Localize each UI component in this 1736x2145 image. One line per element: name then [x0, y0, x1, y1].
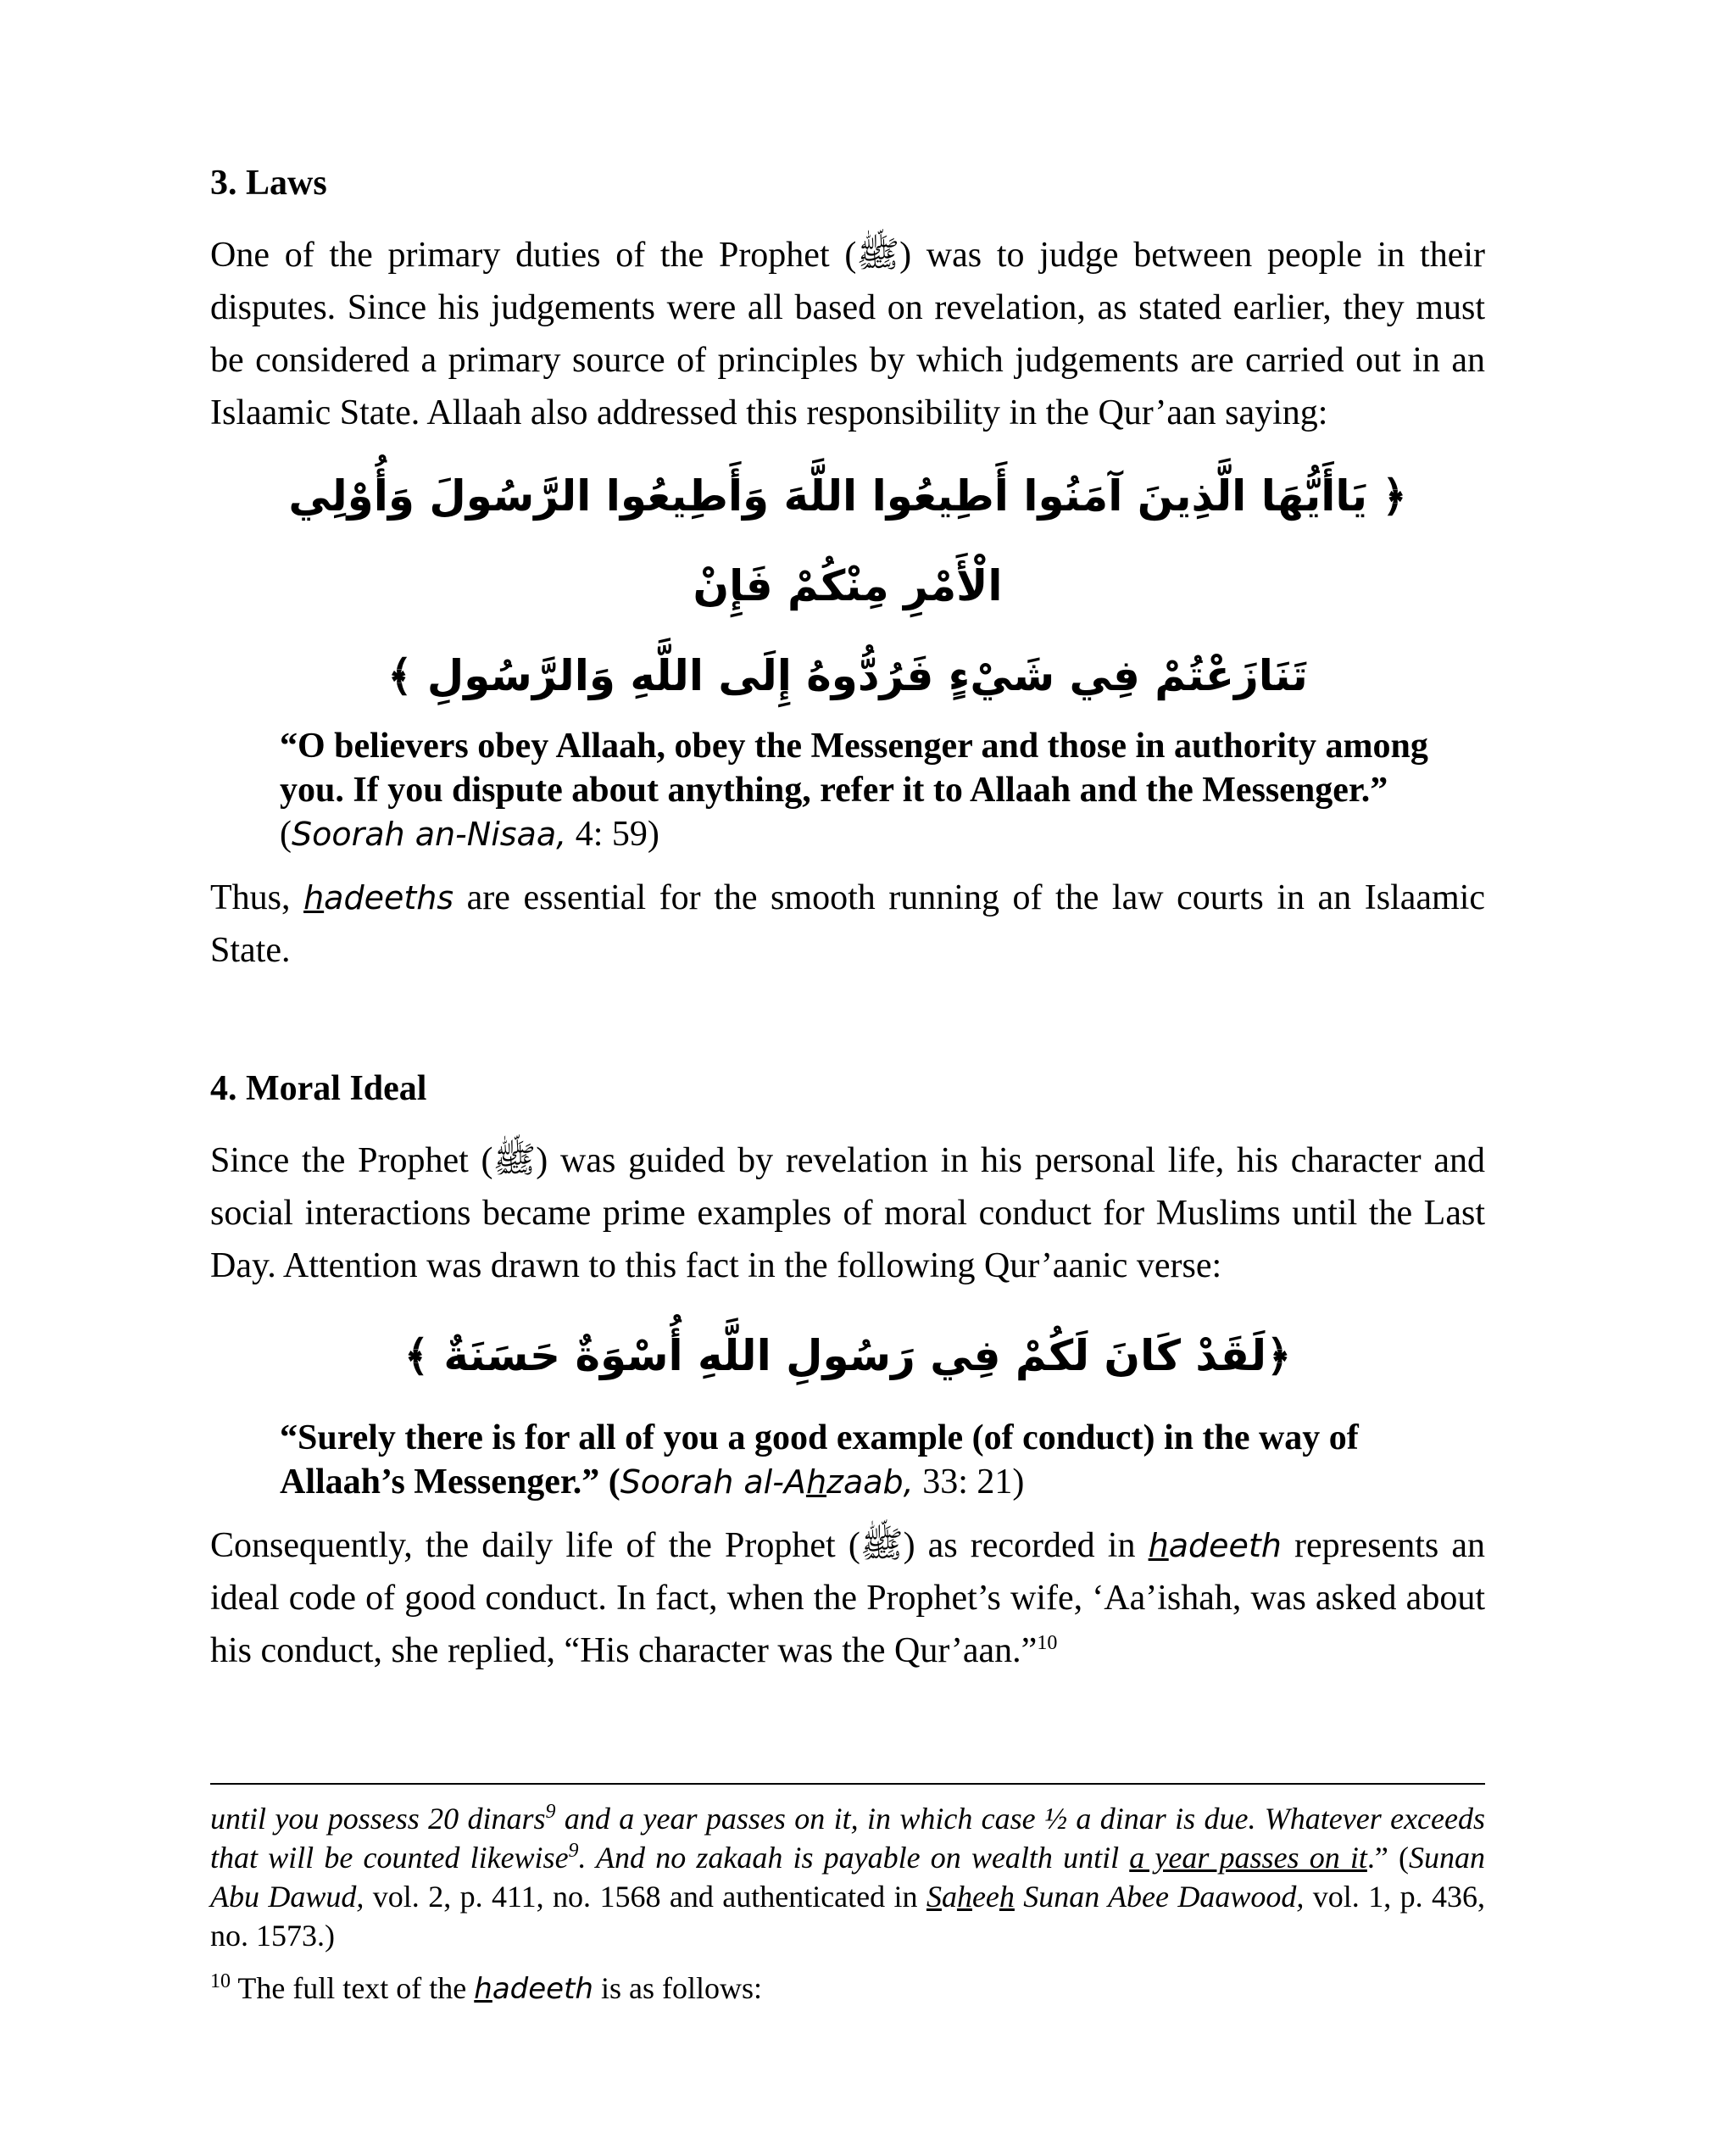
- salawat-symbol: ﷺ: [860, 1526, 904, 1565]
- arabic-line-2: تَنَازَعْتُمْ فِي شَيْءٍ فَرُدُّوهُ إِلَى اللَّهِ وَالرَّسُولِ ﴾: [387, 651, 1308, 700]
- footnote-10: $^{10}$ The full text of the hadeeth is as follows:: [210, 1970, 762, 2006]
- salawat-symbol: ﷺ: [856, 236, 900, 275]
- arabic-line-1: ﴿ يَاأَيُّهَا الَّذِينَ آمَنُوا أَطِيعُوا اللَّهَ وَأَطِيعُوا الرَّسُولَ وَأُوْلِي الْأَمْرِ مِنْكُمْ فَإِنْ: [288, 471, 1407, 610]
- section-3-intro: One of the primary duties of the Prophet (ﷺ) was to judge between people in their disputes. Since his judgements were all based on revelation, as stated earlier, they must be considered a primary source of principles by which judgements are carried out in an Islaamic State. Allaah also addressed this responsibility in the Qur’aan saying:: [210, 236, 1486, 432]
- section-3-heading: 3. Laws: [210, 164, 327, 203]
- verse-translation-2: “Surely there is for all of you a good example (of conduct) in the way of Allaah’s Messenger.” (Soorah al-Ahzaab, 33: 21): [280, 1418, 1359, 1502]
- footnote-ref-10: 10: [1037, 1632, 1058, 1654]
- quran-verse-arabic-2: ﴿لَقَدْ كَانَ لَكُمْ فِي رَسُولِ اللَّهِ أُسْوَةٌ حَسَنَةٌ ﴾: [403, 1331, 1292, 1380]
- footnotes: [210, 1799, 1485, 2008]
- section-4-closing: Consequently, the daily life of the Prophet (ﷺ) as recorded in hadeeth represents an ideal code of good conduct. In fact, when the Prophet’s wife, ‘Aa’ishah, was asked about his conduct, she replied, “His character was the Qur’aan.”$^{10}$: [210, 1526, 1485, 1670]
- footnote-continuation: until you possess 20 dinars$^9$ and a year passes on it, in which case ½ a dinar is due. Whatever exceeds that will be counted likewise$^9$. And no zakaah is payable on wealth until a year passes on it.” (Sunan Abu Dawud, vol. 2, p. 411, no. 1568 and authenticated in Saheeh Sunan Abee Daawood, vol. 1, p. 436, no. 1573.): [210, 1801, 1485, 1953]
- quran-verse-arabic: [234, 451, 1461, 721]
- salawat-symbol: ﷺ: [492, 1141, 537, 1180]
- section-4-heading: 4. Moral Ideal: [210, 1069, 427, 1108]
- section-3-closing: Thus, hadeeths are essential for the smooth running of the law courts in an Islaamic State.: [210, 878, 1485, 970]
- footnote-divider: [210, 1783, 1485, 1785]
- verse-translation: “O believers obey Allaah, obey the Messenger and those in authority among you. If you dispute about anything, refer it to Allaah and the Messenger.” (Soorah an-Nisaa, 4: 59): [280, 727, 1428, 854]
- section-4-intro: Since the Prophet (ﷺ) was guided by revelation in his personal life, his character and social interactions became prime examples of moral conduct for Muslims until the Last Day. Attention was drawn to this fact in the following Qur’aanic verse:: [210, 1141, 1486, 1285]
